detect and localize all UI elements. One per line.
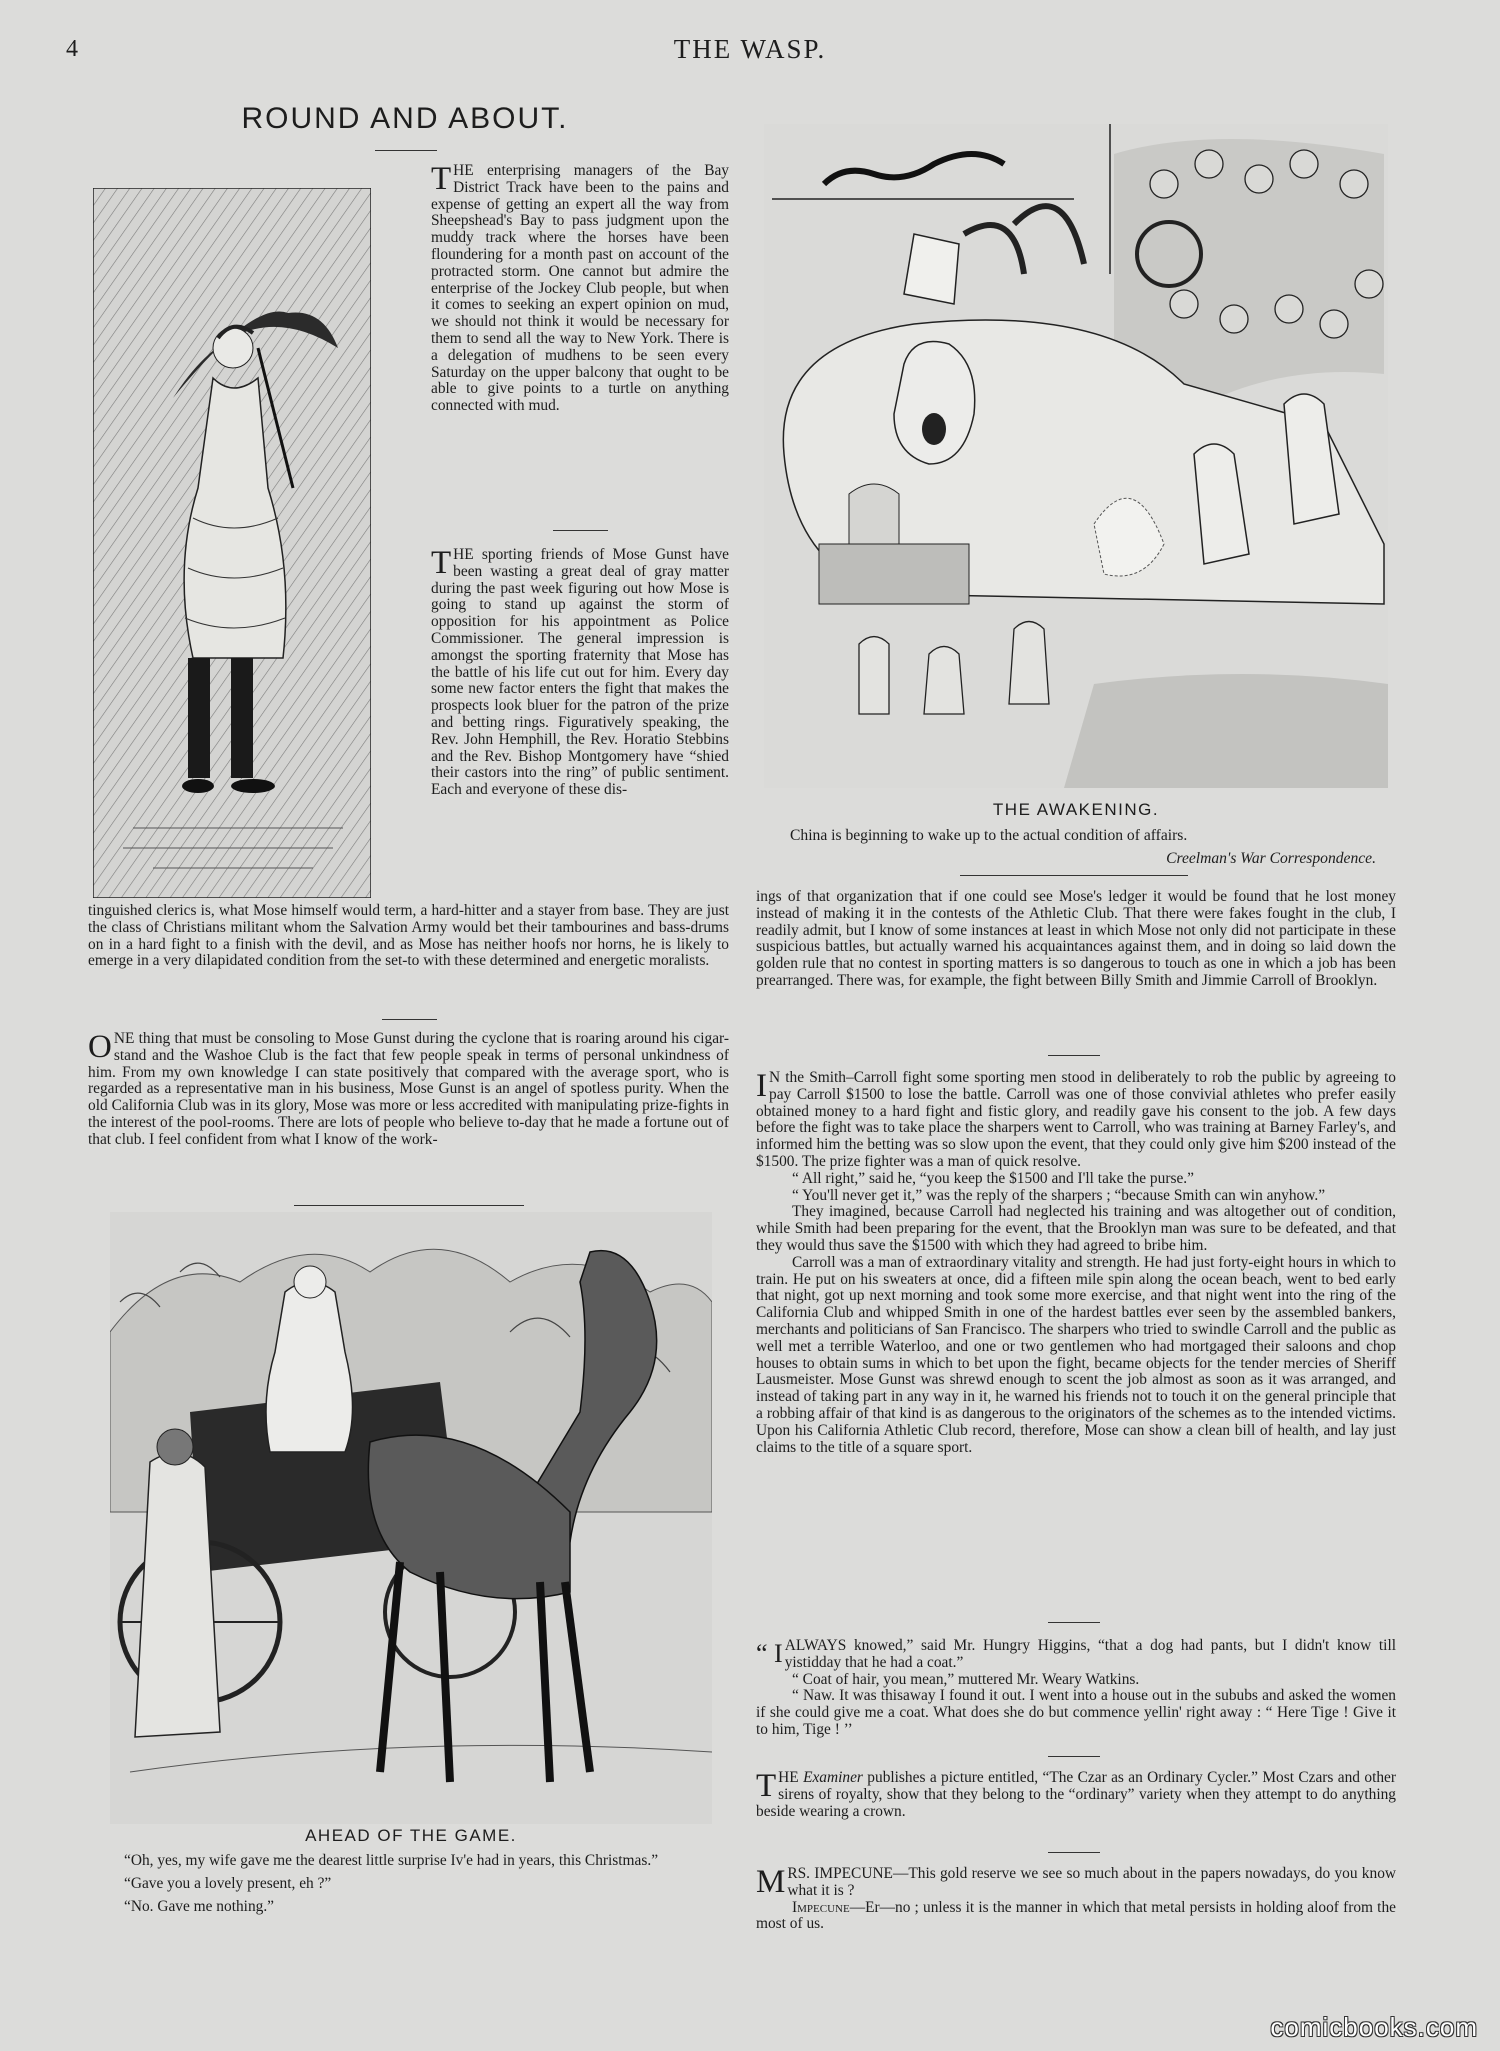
article-consoling (88, 1031, 729, 1149)
caption-line: “No. Gave me nothing.” (124, 1898, 275, 1915)
article-mose-gunst (431, 547, 729, 799)
separator (382, 1019, 437, 1020)
article-text: —Er—no ; unless it is the manner in which that metal persists in holding aloof from the most of us. (756, 1898, 1396, 1933)
caption-line: “Oh, yes, my wife gave me the dearest little surprise Iv'e had in years, this Christmas.” (124, 1852, 659, 1869)
dropcap: T (431, 161, 452, 197)
article-mose-gunst-continued (88, 903, 729, 970)
separator (553, 530, 608, 531)
article-text: HE sporting friends of Mose Gunst have been wasting a great deal of gray matter during the past week figuring out how Mose is going to stand up against the storm of opposition for his appointment as Police Commissioner. The general impression is amongst the sporting fraternity that Mose has the battle of his life cut out for him. Every day some new factor enters the fight that makes the prospects look bluer for the patron of the prize and betting rings. Figuratively speaking, the Rev. John Hemphill, the Rev. Horatio Stebbins and the Rev. Bishop Montgomery have “shied their castors into the ring” of public sentiment. Each and everyone of these dis- (431, 546, 729, 799)
dropcap: M (756, 1864, 786, 1900)
cartoon-awakening-credit: Creelman's War Correspondence. (1166, 850, 1376, 867)
article-text: N the Smith–Carroll fight some sporting men stood in deliberately to rob the public by agreeing to pay Carroll $1500 to lose the battle. Carroll was one of those convivial athletes who prefer easily obtained money to a hard fight and fistic glory, and readily gave his consent to the job. A few days before the fight was to take place the sharpers went to Carroll, who was training at Barney Farley's, and informed him the betting was so slow upon the event, that they could only give him $200 instead of the $1500. The prize fighter was a man of quick resolve. (756, 1069, 1396, 1170)
article-text: tinguished clerics is, what Mose himself would term, a hard-hitter and a stayer from base. They are just the class of Christians militant whom the Salvation Army would bet their tambourines and bass-drums on in a hard fight to a finish with the devil, and as Mose has neither hoofs nor horns, he is likely to emerge in a very dilapidated condition from the set-to with these determined and energetic moralists. (88, 902, 729, 970)
article-text: Carroll was a man of extraordinary vitality and strength. He had just forty-eight hours in which to train. He put on his sweaters at once, did a fifteen mile spin along the ocean beach, went to bed early that night, got up next morning and took some more exercise, and that night went into the ring of the California Club and whipped Smith in one of the hardest battles ever seen by the assembled bankers, merchants and politicians of San Francisco. The sharpers who tried to swindle Carroll and the public as well met a terrible Waterloo, and one or two gentlemen who had mortgaged their saloons and chop houses to obtain sums in which to bet upon the fight, became objects for the tender mercies of Sheriff Lausmeister. Mose Gunst was shrewd enough to scent the job almost as soon as it was arranged, and instead of taking part in any way in it, he warned his friends not to touch it on the general principle that a robbing affair of that kind is as dangerous to the originators of the schemes as to the intended victims. Upon his California Athletic Club record, therefore, Mose can show a clean bill of health, and lay just claims to the title of a square sport. (756, 1253, 1396, 1456)
cartoon-awakening-caption: China is beginning to wake up to the actual condition of affairs. (790, 827, 1188, 844)
masthead: THE WASP. (673, 34, 827, 64)
separator (1048, 1756, 1100, 1757)
article-text: ings of that organization that if one could see Mose's ledger it would be found that he lost money instead of making it in the contests of the Athletic Club. That there were fakes fought in the club, I readily admit, but I know of some instances at least in which Mose not only did not participate in these suspicious battles, but actually warned his acquaintances against them, and in doing so laid down the golden rule that no contest in sporting matters is so dangerous to touch as one in which a job has been prearranged. There was, for example, the fight between Billy Smith and Jimmie Carroll of Brooklyn. (756, 888, 1396, 989)
cartoon-awakening-title: THE AWAKENING. (992, 800, 1160, 819)
title-rule (375, 150, 437, 151)
page-number: 4 (66, 36, 78, 62)
article-text: ALWAYS knowed,” said Mr. Hungry Higgins, “that a dog had pants, but I didn't know till yistidday that he had a coat.” (784, 1637, 1396, 1671)
article-text: NE thing that must be consoling to Mose Gunst during the cyclone that is roaring around his cigar-stand and the Washoe Club is the fact that few people speak in terms of personal unkindness of him. From my own knowledge I can state positively that compared with the average sport, who is regarded as a representative man in his business, Mose Gunst is an angel of spotless purity. When the old California Club was in its glory, Mose was more or less accredited with manipulating prize-fights in the interest of the pool-rooms. There are lots of people who believe to-day that he made a fortune out of that club. I feel confident from what I know of the work- (88, 1030, 729, 1148)
article-text: HE enterprising managers of the Bay District Track have been to the pains and expense of getting an expert all the way from Sheepshead's Bay to pass judgment upon the muddy track where the horses have been floundering for a month past on account of the protracted storm. One cannot but admire the enterprise of the Jockey Club people, but when it comes to seeking an expert opinion on mud, we should not think it would be necessary for them to send all the way to New York. There is a delegation of mudhens to be seen every Saturday on the upper balcony that ought to be able to give points to a turtle on anything connected with mud. (431, 162, 729, 415)
separator (960, 875, 1188, 876)
article-text: “ Coat of hair, you mean,” muttered Mr. Weary Watkins. (792, 1670, 1140, 1688)
section-title: ROUND AND ABOUT. (241, 102, 569, 135)
awakening-cartoon (764, 124, 1388, 788)
article-text: “ All right,” said he, “you keep the $1500 and I'll take the purse.” (792, 1169, 1194, 1187)
article-bay-district (431, 163, 729, 415)
separator (294, 1205, 524, 1206)
dropcap: O (88, 1029, 112, 1065)
article-text: They imagined, because Carroll had neglected his training and was altogether out of condition, while Smith had been preparing for the event, that the Brooklyn man was sure to be defeated, and that they would thus save the $1500 with which they had agreed to bribe him. (756, 1203, 1396, 1254)
article-text: publishes a picture entitled, “The Czar as an Ordinary Cycler.” Most Czars and other sirens of royalty, show that they belong to the “ordinary” variety when they attempt to do anything beside wearing a crown. (756, 1769, 1396, 1820)
separator (1048, 1055, 1100, 1056)
article-impecune (756, 1866, 1396, 1933)
article-examiner (756, 1770, 1396, 1820)
article-dog-pants (756, 1638, 1396, 1739)
speaker-name: Impecune (792, 1898, 850, 1916)
newspaper-name: Examiner (803, 1769, 863, 1786)
cartoon-ahead-caption (88, 1851, 729, 1916)
watermark: comicbooks.com (1270, 2012, 1478, 2042)
article-consoling-continued (756, 889, 1396, 990)
dropcap: I (756, 1068, 767, 1104)
article-text: HE (778, 1769, 804, 1786)
article-text: “ You'll never get it,” was the reply of the sharpers ; “because Smith can win anyhow.” (792, 1186, 1326, 1204)
cartoon-ahead-title: AHEAD OF THE GAME. (305, 1826, 517, 1845)
article-text: “ Naw. It was thisaway I found it out. I went into a house out in the sububs and asked the women if she could give me a coat. What does she do but commence yellin' right away : “ Here Tige ! Give it to him, Tige ! ’’ (756, 1687, 1396, 1738)
carriage-illustration (110, 1212, 712, 1824)
caption-line: “Gave you a lovely present, eh ?” (124, 1875, 332, 1892)
separator (1048, 1852, 1100, 1853)
dropcap: “ I (756, 1639, 783, 1668)
umbrella-woman-illustration (93, 188, 371, 898)
article-smith-carroll (756, 1070, 1396, 1456)
dropcap: T (756, 1768, 777, 1804)
dropcap: T (431, 545, 452, 581)
article-text: RS. IMPECUNE—This gold reserve we see so much about in the papers nowadays, do you know what it is ? (787, 1865, 1396, 1899)
separator (1048, 1622, 1100, 1623)
